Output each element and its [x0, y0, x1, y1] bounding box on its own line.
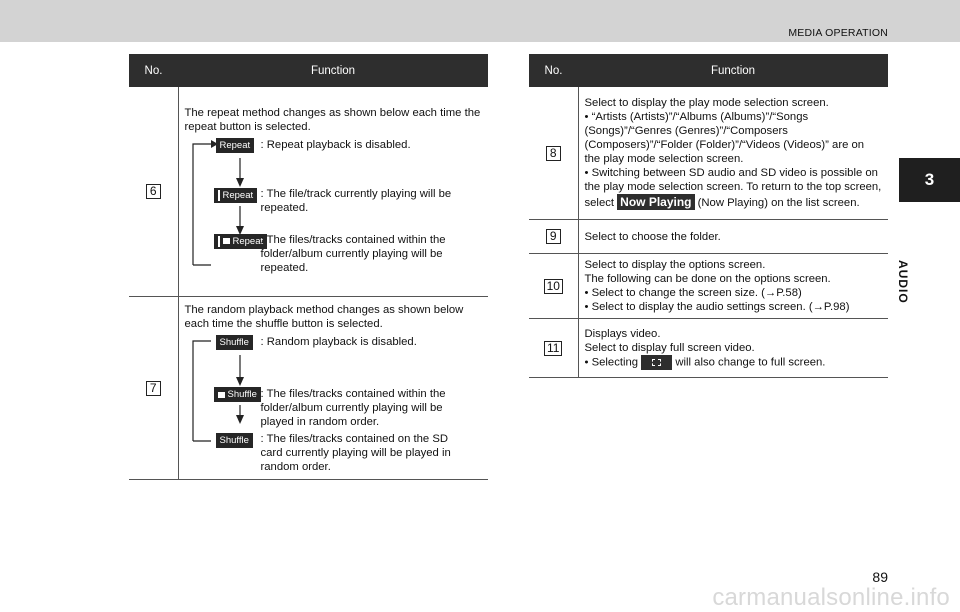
state-description: : Random playback is disabled.	[260, 336, 417, 348]
full-screen-icon	[641, 355, 672, 370]
repeat-flow-diagram	[185, 138, 483, 278]
repeat-one-icon: Repeat	[214, 188, 258, 203]
state-description: : The file/track currently playing will be repeated.	[260, 187, 452, 214]
table-row	[129, 87, 488, 297]
page-number: 89	[872, 569, 888, 585]
watermark: carmanualsonline.info	[712, 584, 950, 611]
row-line: Select to choose the folder.	[584, 230, 721, 243]
bullet-item: • Select to change the screen size. (→P.58)	[584, 287, 802, 299]
state-description: : The files/tracks contained within the folder/album currently playing will be repeated.	[260, 233, 446, 274]
repeat-folder-icon: Repeat	[214, 234, 268, 249]
flow-arrows	[185, 335, 265, 473]
bullet-item: • Selecting will also change to full screen.	[584, 355, 826, 368]
table-row	[529, 319, 888, 378]
shuffle-folder-icon: Shuffle	[214, 387, 261, 402]
now-playing-button: Now Playing	[617, 194, 694, 210]
row-number: 11	[544, 341, 562, 356]
repeat-off-icon: Repeat	[216, 138, 255, 153]
table-row	[129, 297, 488, 480]
col-function-header: Function	[178, 54, 488, 87]
row-intro: The random playback method changes as shown below each time the shuffle button is selected.	[184, 304, 464, 330]
row-line: Select to display full screen video.	[584, 341, 755, 354]
table-header	[529, 54, 888, 87]
col-no-header: No.	[129, 54, 178, 87]
row-line: Select to display the options screen.	[584, 259, 766, 271]
bullet-item: • Select to display the audio settings screen. (→P.98)	[584, 301, 850, 313]
table-header	[129, 54, 488, 87]
row-number: 6	[146, 184, 161, 199]
col-function-header: Function	[578, 54, 888, 87]
shuffle-flow-diagram	[185, 335, 483, 473]
shuffle-off-icon: Shuffle	[216, 335, 253, 350]
row-number: 9	[546, 229, 561, 244]
row-intro: The repeat method changes as shown below each time the repeat button is selected.	[184, 106, 481, 133]
table-row	[529, 254, 888, 319]
function-table-left	[129, 54, 488, 480]
shuffle-all-icon: Shuffle	[216, 433, 253, 448]
chapter-tab: 3	[899, 158, 960, 202]
row-line: Select to display the play mode selection screen.	[584, 97, 829, 109]
state-description: : The files/tracks contained on the SD card currently playing will be played in random order.	[260, 433, 451, 473]
flow-arrows	[185, 138, 265, 278]
bullet-item: • Switching between SD audio and SD video is possible on the play mode selection screen. To return to the top screen, select Now Playing (Now Playing) on the list screen.	[584, 167, 882, 209]
row-number: 8	[546, 146, 561, 161]
table-row	[529, 87, 888, 220]
col-no-header: No.	[529, 54, 578, 87]
row-line: The following can be done on the options screen.	[584, 273, 831, 285]
state-description: : The files/tracks contained within the folder/album currently playing will be played in random order.	[260, 388, 446, 428]
section-title: MEDIA OPERATION	[788, 27, 888, 39]
row-number: 7	[146, 381, 161, 396]
state-description: : Repeat playback is disabled.	[260, 138, 411, 151]
function-table-right	[529, 54, 888, 378]
row-line: Displays video.	[584, 327, 661, 340]
table-row	[529, 220, 888, 254]
bullet-item: • “Artists (Artists)”/“Albums (Albums)”/“Songs (Songs)”/“Genres (Genres)”/“Composers (Composers)”/“Folder (Folder)”/“Videos (Videos)” are on the play mode selection screen.	[584, 111, 865, 165]
row-number: 10	[544, 279, 563, 294]
chapter-label: AUDIO	[896, 260, 910, 304]
